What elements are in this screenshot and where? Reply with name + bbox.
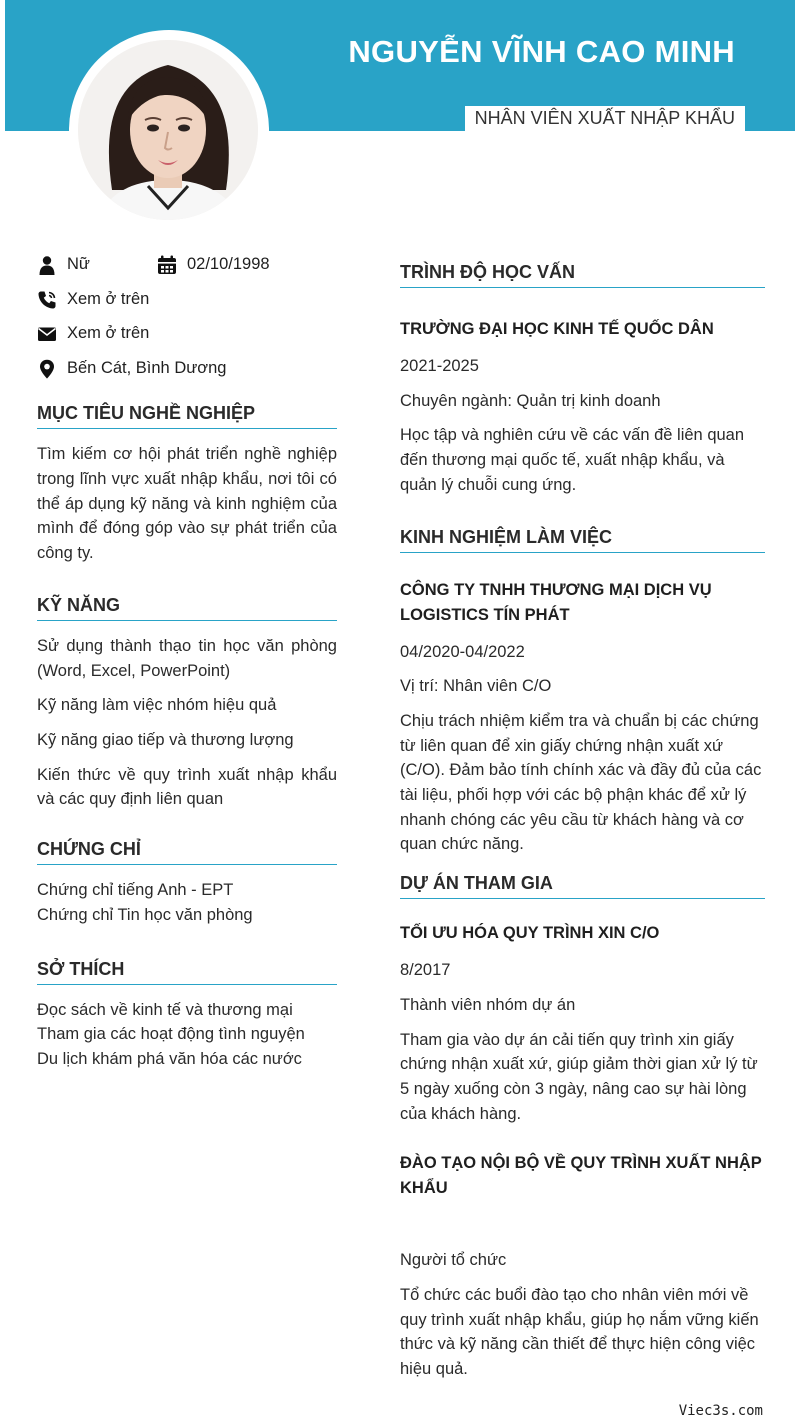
watermark: Viec3s.com: [678, 1403, 763, 1419]
hobby-item: Du lịch khám phá văn hóa các nước: [37, 1049, 302, 1068]
education-major: Chuyên ngành: Quản trị kinh doanh: [400, 391, 661, 410]
section-title: SỞ THÍCH: [37, 959, 337, 985]
birthdate-value: 02/10/1998: [187, 255, 270, 273]
gender-value: Nữ: [67, 255, 90, 273]
phone-icon: [37, 290, 57, 310]
section-title: DỰ ÁN THAM GIA: [400, 873, 765, 899]
hobby-item: Đọc sách về kinh tế và thương mại: [37, 1000, 293, 1019]
candidate-name: NGUYỄN VĨNH CAO MINH: [348, 34, 735, 69]
envelope-icon: [37, 324, 57, 344]
company-name: CÔNG TY TNHH THƯƠNG MẠI DỊCH VỤ LOGISTICS TÍN PHÁT: [400, 580, 712, 624]
project-role: Thành viên nhóm dự án: [400, 995, 576, 1014]
section-title: CHỨNG CHỈ: [37, 839, 337, 865]
avatar: [78, 40, 258, 220]
certificates-section: [37, 839, 337, 927]
section-title: KỸ NĂNG: [37, 595, 337, 621]
objective-text: Tìm kiếm cơ hội phát triển nghề nghiệp trong lĩnh vực xuất nhập khẩu, nơi tôi có thể áp dụng kỹ năng và kinh nghiệm của mình để đóng góp vào sự phát triển của công ty.: [37, 445, 337, 563]
skill-item: Sử dụng thành thạo tin học văn phòng (Word, Excel, PowerPoint): [37, 636, 337, 680]
school-name: TRƯỜNG ĐẠI HỌC KINH TẾ QUỐC DÂN: [400, 320, 714, 338]
calendar-icon: [157, 255, 177, 275]
certificate-item: Chứng chỉ Tin học văn phòng: [37, 905, 253, 924]
right-column: [400, 262, 765, 1382]
project-role: Người tổ chức: [400, 1251, 507, 1270]
email-value: Xem ở trên: [67, 324, 150, 343]
objective-section: [37, 403, 337, 566]
skill-item: Kiến thức về quy trình xuất nhập khẩu và các quy định liên quan: [37, 765, 337, 809]
certificate-item: Chứng chỉ tiếng Anh - EPT: [37, 881, 234, 900]
education-period: 2021-2025: [400, 357, 479, 375]
contact-row-phone: [37, 287, 337, 322]
contact-row-address: [37, 356, 337, 391]
contact-row-email: [37, 321, 337, 356]
section-title: TRÌNH ĐỘ HỌC VẤN: [400, 262, 765, 288]
skills-section: [37, 595, 337, 812]
hobby-item: Tham gia các hoạt động tình nguyện: [37, 1025, 305, 1044]
experience-period: 04/2020-04/2022: [400, 642, 525, 661]
experience-section: [400, 527, 765, 858]
section-title: MỤC TIÊU NGHỀ NGHIỆP: [37, 403, 337, 429]
experience-position: Vị trí: Nhân viên C/O: [400, 677, 552, 696]
experience-description: Chịu trách nhiệm kiểm tra và chuẩn bị các chứng từ liên quan để xin giấy chứng nhận xuất xứ (C/O). Đảm bảo tính chính xác và đầy đủ của các tài liệu, phối hợp với các bộ phận khác để xử lý nhanh chóng các yêu cầu từ khách hàng và cơ quan chức năng.: [400, 711, 762, 854]
project-name: ĐÀO TẠO NỘI BỘ VỀ QUY TRÌNH XUẤT NHẬP KHẨU: [400, 1154, 762, 1198]
left-column: [37, 252, 337, 1072]
skill-item: Kỹ năng làm việc nhóm hiệu quả: [37, 696, 277, 715]
project-description: Tham gia vào dự án cải tiến quy trình xin giấy chứng nhận xuất xứ, giúp giảm thời gian xử lý từ 5 ngày xuống còn 3 ngày, nâng cao sự hài lòng của khách hàng.: [400, 1030, 758, 1123]
location-pin-icon: [37, 359, 57, 379]
section-title: KINH NGHIỆM LÀM VIỆC: [400, 527, 765, 553]
education-description: Học tập và nghiên cứu về các vấn đề liên quan đến thương mại quốc tế, xuất nhập khẩu, và quản lý chuỗi cung ứng.: [400, 426, 745, 494]
address-value: Bến Cát, Bình Dương: [67, 358, 227, 377]
projects-section: [400, 873, 765, 1382]
project-name: TỐI ƯU HÓA QUY TRÌNH XIN C/O: [400, 924, 660, 943]
phone-value: Xem ở trên: [67, 289, 150, 308]
hobbies-section: [37, 959, 337, 1072]
project-period: 8/2017: [400, 961, 451, 980]
skill-item: Kỹ năng giao tiếp và thương lượng: [37, 731, 294, 749]
project-description: Tổ chức các buổi đào tạo cho nhân viên mới về quy trình xuất nhập khẩu, giúp họ nắm vững kiến thức và kỹ năng cần thiết để thực hiện công việc hiệu quả.: [400, 1286, 759, 1379]
contact-row-gender-birthdate: [37, 252, 337, 287]
person-icon: [37, 255, 57, 275]
education-section: [400, 262, 765, 498]
job-title: NHÂN VIÊN XUẤT NHẬP KHẨU: [465, 106, 745, 132]
